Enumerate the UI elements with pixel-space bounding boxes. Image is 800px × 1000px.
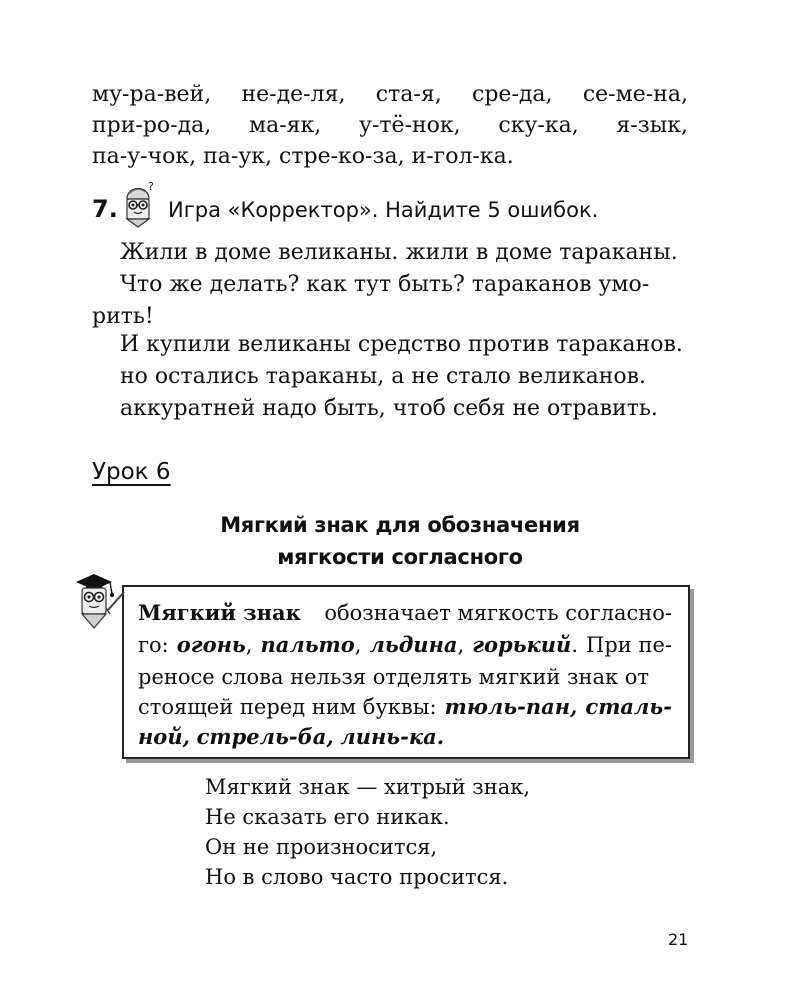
- pencil-graduate-icon: [70, 570, 132, 640]
- rule-example: тюль-пан,: [444, 694, 578, 719]
- task-text-line: Что же делать? как тут быть? тараканов умо-: [120, 272, 650, 297]
- syllable-word: я-зык,: [616, 113, 688, 138]
- rule-line-3: [138, 662, 672, 692]
- rule-example: стрель-ба,: [196, 724, 334, 749]
- syllable-word: сре-да,: [472, 82, 553, 107]
- poem-line: Не сказать его никак.: [205, 805, 450, 829]
- syllable-word: ма-як,: [248, 113, 322, 138]
- syllable-line-3: па-у-чок, па-ук, стре-ко-за, и-гол-ка.: [92, 144, 514, 169]
- syllable-word: у-тё-нок,: [359, 113, 461, 138]
- task-number: 7.: [92, 195, 118, 223]
- task-text-line: аккуратней надо быть, чтоб себя не отравить.: [120, 396, 658, 421]
- rule-text: стоящей перед ним буквы:: [138, 695, 437, 719]
- syllable-word: при-ро-да,: [92, 113, 212, 138]
- task-text-line: Жили в доме великаны. жили в доме тараканы.: [120, 240, 678, 265]
- syllable-word: не-де-ля,: [241, 82, 346, 107]
- syllable-line-1: [92, 80, 688, 110]
- lesson-heading-line1: Мягкий знак для обозначения: [220, 513, 580, 537]
- rule-text: го:: [138, 633, 169, 657]
- syllable-word: се-ме-на,: [582, 82, 688, 107]
- rule-line-5: [138, 722, 672, 752]
- rule-text: При пе-: [586, 633, 672, 657]
- rule-example: огонь: [176, 632, 246, 657]
- rule-example: пальто: [260, 632, 355, 657]
- rule-example: горький: [472, 632, 572, 657]
- rule-term: Мягкий знак: [138, 600, 301, 625]
- syllable-line-2: [92, 111, 688, 141]
- rule-line-1: [138, 598, 672, 628]
- task-text-line: рить!: [92, 304, 154, 329]
- poem-line: Мягкий знак — хитрый знак,: [205, 775, 531, 799]
- page-number: 21: [668, 930, 689, 949]
- poem-line: Он не произносится,: [205, 835, 438, 859]
- rule-example: линь-ка.: [340, 724, 445, 749]
- task-title: Игра «Корректор». Найдите 5 ошибок.: [168, 198, 599, 222]
- poem-line: Но в слово часто просится.: [205, 865, 509, 889]
- rule-text: реносе слова нельзя отделять мягкий знак от: [138, 665, 650, 689]
- rule-line-4: [138, 692, 672, 722]
- task-text-line: но остались тараканы, а не стало великанов.: [120, 364, 647, 389]
- lesson-heading-line2: мягкости согласного: [277, 545, 523, 569]
- rule-example: сталь-: [585, 694, 672, 719]
- rule-example: льдина: [369, 632, 458, 657]
- syllable-word: ста-я,: [375, 82, 442, 107]
- svg-text:?: ?: [148, 180, 154, 193]
- rule-line-2: го: огонь, пальто, льдина, горький. При пе-: [138, 630, 672, 660]
- syllable-word: му-ра-вей,: [92, 82, 212, 107]
- rule-example: ной,: [138, 724, 190, 749]
- rule-text: обозначает мягкость согласно-: [324, 601, 672, 625]
- task-text-line: И купили великаны средство против тараканов.: [120, 332, 683, 357]
- lesson-label: Урок 6: [92, 459, 171, 485]
- pencil-character-icon: [118, 178, 164, 228]
- syllable-word: ску-ка,: [498, 113, 579, 138]
